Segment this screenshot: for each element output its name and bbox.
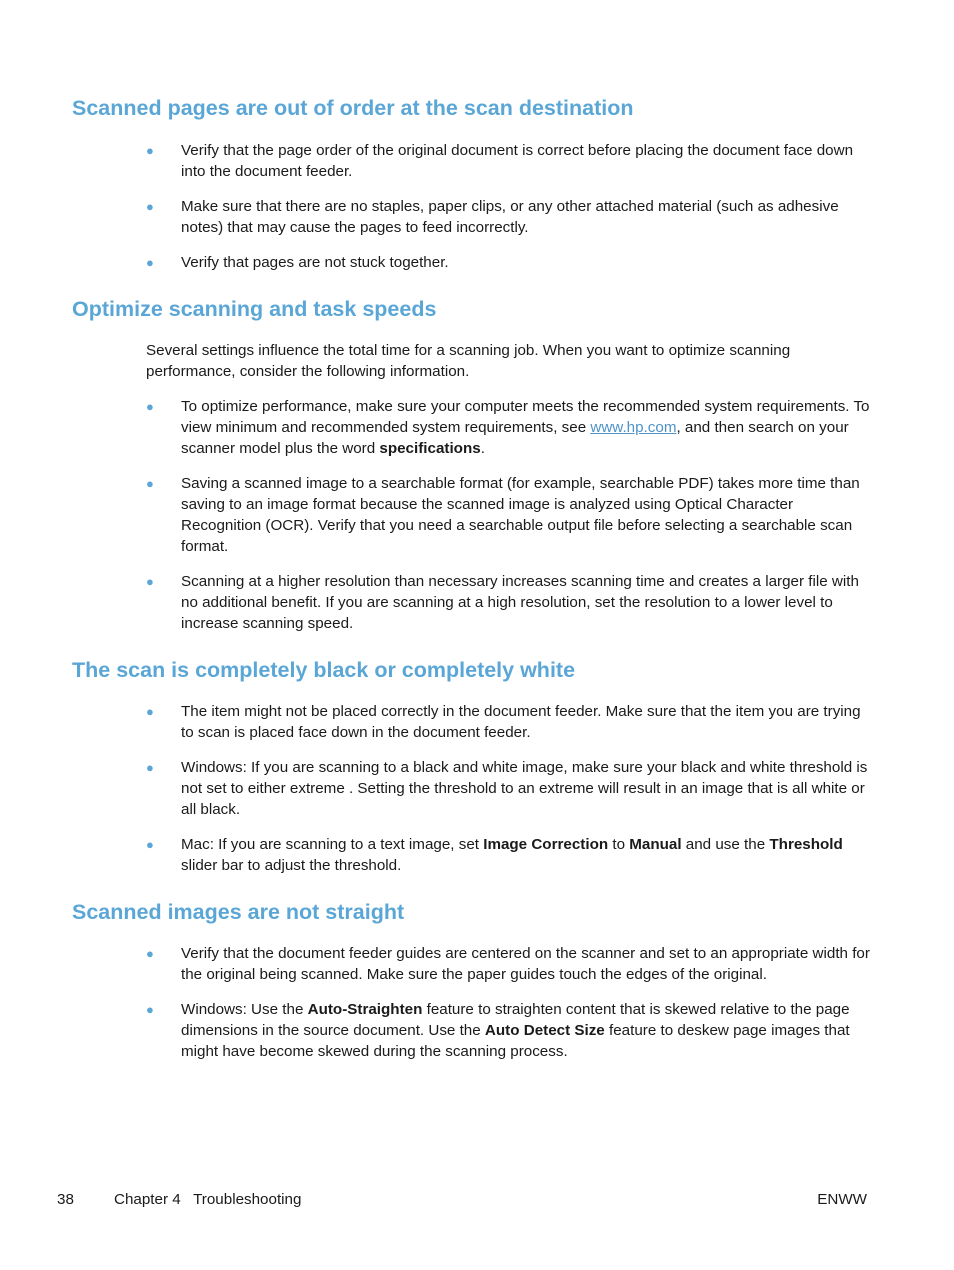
list-item: ● Make sure that there are no staples, paper clips, or any other attached material (such as adhesive notes) that may cause the pages to feed incorrectly.	[146, 198, 839, 236]
bullet-icon: ●	[146, 399, 154, 414]
bullet-icon: ●	[146, 255, 154, 270]
list-item: ● Windows: If you are scanning to a black and white image, make sure your black and white threshold is not set to either extreme . Setting the threshold to an extreme will result in an image that is all white or all black.	[146, 759, 868, 818]
heading-optimize-speeds: Optimize scanning and task speeds	[72, 297, 437, 321]
bullet-icon: ●	[146, 837, 154, 852]
bullet-icon: ●	[146, 946, 154, 961]
heading-not-straight: Scanned images are not straight	[72, 900, 405, 924]
list-item: ● To optimize performance, make sure your computer meets the recommended system requirements. To view minimum and recommended system requirements, see www.hp.com, and then search on your scanner model plus the word specifications.	[146, 398, 870, 457]
bullet-icon: ●	[146, 143, 154, 158]
bullet-icon: ●	[146, 760, 154, 775]
bullet-icon: ●	[146, 476, 154, 491]
list-item: ● Verify that the page order of the original document is correct before placing the document face down into the document feeder.	[146, 142, 854, 180]
bullet-icon: ●	[146, 1002, 154, 1017]
bullet-icon: ●	[146, 574, 154, 589]
page-number: 38	[57, 1191, 74, 1208]
list-item: ● Mac: If you are scanning to a text image, set Image Correction to Manual and use the Threshold slider bar to adjust the threshold.	[146, 836, 843, 874]
list-optimize-speeds	[146, 396, 871, 648]
bullet-icon: ●	[146, 199, 154, 214]
hp-website-link[interactable]: www.hp.com	[590, 419, 677, 436]
list-item: ● Verify that the document feeder guides are centered on the scanner and set to an appropriate width for the original being scanned. Make sure the paper guides touch the edges of the original.	[146, 945, 870, 983]
list-item: ● Verify that pages are not stuck together.	[146, 254, 449, 271]
list-item: ● Scanning at a higher resolution than necessary increases scanning time and creates a larger file with no additional benefit. If you are scanning at a high resolution, set the resolution to a lower level to increase scanning speed.	[146, 573, 859, 632]
list-pages-out-of-order	[146, 140, 871, 287]
list-not-straight	[146, 943, 871, 1076]
heading-black-or-white: The scan is completely black or completely white	[72, 658, 576, 682]
chapter-label: Chapter 4 Troubleshooting	[114, 1191, 302, 1208]
list-item: ● Saving a scanned image to a searchable format (for example, searchable PDF) takes more time than saving to an image format because the scanned image is analyzed using Optical Character Recognition (OCR). Verify that you need a searchable output file before selecting a searchable scan format.	[146, 475, 860, 555]
document-code: ENWW	[817, 1191, 867, 1208]
list-item: ● Windows: Use the Auto-Straighten feature to straighten content that is skewed relative to the page dimensions in the source document. Use the Auto Detect Size feature to deskew page images that might have become skewed during the scanning process.	[146, 1001, 850, 1060]
intro-paragraph: Several settings influence the total time for a scanning job. When you want to optimize scanning performance, consider the following information.	[146, 342, 791, 380]
list-black-or-white	[146, 701, 871, 890]
bullet-icon: ●	[146, 704, 154, 719]
list-item: ● The item might not be placed correctly in the document feeder. Make sure that the item you are trying to scan is placed face down in the document feeder.	[146, 703, 861, 741]
heading-pages-out-of-order: Scanned pages are out of order at the scan destination	[72, 96, 634, 120]
